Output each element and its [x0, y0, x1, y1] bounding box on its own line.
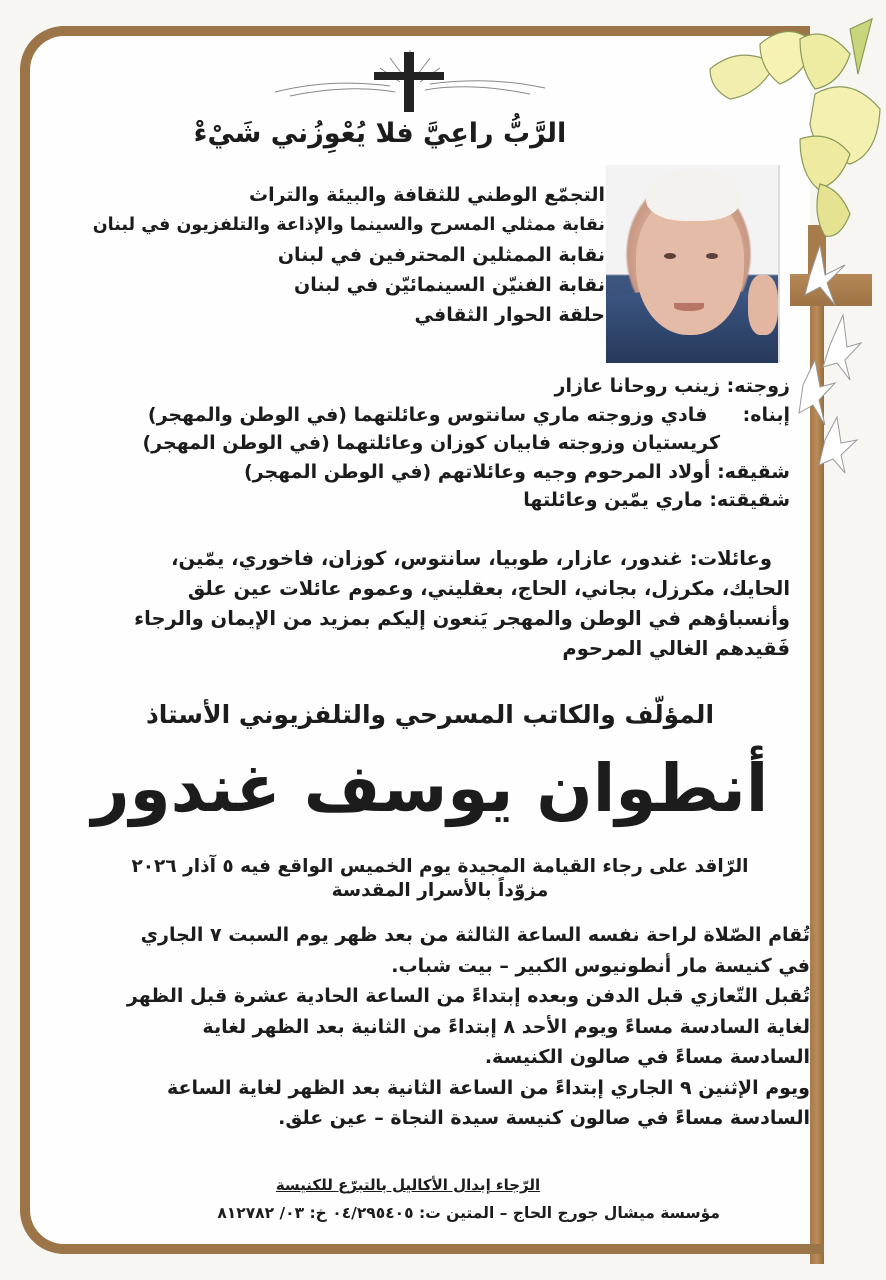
sons-label: إبناه: — [742, 403, 790, 426]
condolence-line: ويوم الإثنين ٩ الجاري إبتداءً من الساعة الثانية بعد الظهر لغاية الساعة — [166, 1076, 810, 1099]
son-1: فادي وزوجته ماري سانتوس وعائلتهما (في الوطن والمهجر) — [147, 403, 708, 426]
portrait-eye — [706, 253, 718, 259]
funeral-home-contact: مؤسسة ميشال جورج الحاج – المتين ت: ٠٤/٢٩٥٤٠٥ خ: ٠٣/ ٨١٢٧٨٢ — [217, 1204, 720, 1222]
deceased-portrait — [606, 165, 780, 363]
son-2: كريستيان وزوجته فابيان كوزان وعائلتهما (في الوطن المهجر) — [142, 432, 720, 454]
portrait-eye — [664, 253, 676, 259]
families-line: فَقيدهم الغالي المرحوم — [562, 637, 790, 660]
organization-item: نقابة الممثلين المحترفين في لبنان — [277, 244, 605, 266]
repose-line: مزوّداً بالأسرار المقدسة — [331, 880, 549, 901]
psalm-verse: الرَّبُّ راعِيَّ فلا يُعْوِزُني شَيْءْ — [193, 118, 567, 149]
brother-line: شقيقه: أولاد المرحوم وجيه وعائلاتهم (في الوطن المهجر) — [243, 460, 790, 483]
condolence-line: السادسة مساءً في صالون كنيسة سيدة النجاة – عين علق. — [278, 1107, 810, 1129]
organization-item: نقابة ممثلي المسرح والسينما والإذاعة والتلفزيون في لبنان — [92, 215, 605, 235]
families-line: وعائلات: غندور، عازار، طوبيا، سانتوس، كوزان، فاخوري، يمّين، — [171, 547, 772, 570]
families-line: وأنسباؤهم في الوطن والمهجر يَنعون إليكم بمزيد من الإيمان والرجاء — [134, 607, 790, 630]
deceased-name: أنطوان يوسف غندور — [91, 750, 769, 827]
portrait-hair — [646, 169, 741, 221]
family-section — [60, 372, 790, 515]
condolence-line: السادسة مساءً في صالون الكنيسة. — [484, 1046, 810, 1068]
cross-with-branches-icon — [270, 48, 550, 114]
frame-top-edge — [60, 26, 750, 36]
funeral-line: تُقام الصّلاة لراحة نفسه الساعة الثالثة من بعد ظهر يوم السبت ٧ الجاري — [140, 924, 810, 946]
funeral-line: في كنيسة مار أنطونيوس الكبير – بيت شباب. — [391, 954, 810, 977]
portrait-hand — [748, 275, 778, 335]
organization-item: التجمّع الوطني للثقافة والبيئة والتراث — [248, 184, 605, 206]
organization-item: نقابة الفنيّن السينمائيّن في لبنان — [293, 274, 605, 296]
organization-item: حلقة الحوار الثقافي — [414, 304, 605, 326]
portrait-mouth — [674, 303, 704, 311]
condolence-line: لغاية السادسة مساءً ويوم الأحد ٨ إبتداءً من الثانية بعد الظهر لغاية — [202, 1015, 810, 1038]
frame-bottom-edge — [60, 1244, 824, 1254]
condolence-line: تُقبل التّعازي قبل الدفن وبعده إبتداءً من الساعة الحادية عشرة قبل الظهر — [126, 985, 810, 1007]
organizations-list — [92, 180, 605, 330]
sons-line — [60, 401, 790, 430]
sister-line: شقيقته: ماري يمّين وعائلتها — [523, 489, 790, 511]
repose-line: الرّاقد على رجاء القيامة المجيدة يوم الخميس الواقع فيه ٥ آذار ٢٠٢٦ — [131, 856, 749, 877]
white-lilies-icon — [795, 235, 865, 475]
repose-announcement — [90, 855, 790, 903]
donation-note: الرّجاء إبدال الأكاليل بالتبرّع للكنيسة — [275, 1176, 541, 1194]
wife-line: زوجته: زينب روحانا عازار — [554, 375, 790, 397]
funeral-details — [55, 920, 810, 1134]
deceased-title: المؤلّف والكاتب المسرحي والتلفزيوني الأستاذ — [145, 700, 715, 729]
families-line: الحايك، مكرزل، بجاني، الحاج، بعقليني، وعموم عائلات عين علق — [187, 577, 790, 600]
families-paragraph — [48, 544, 790, 664]
